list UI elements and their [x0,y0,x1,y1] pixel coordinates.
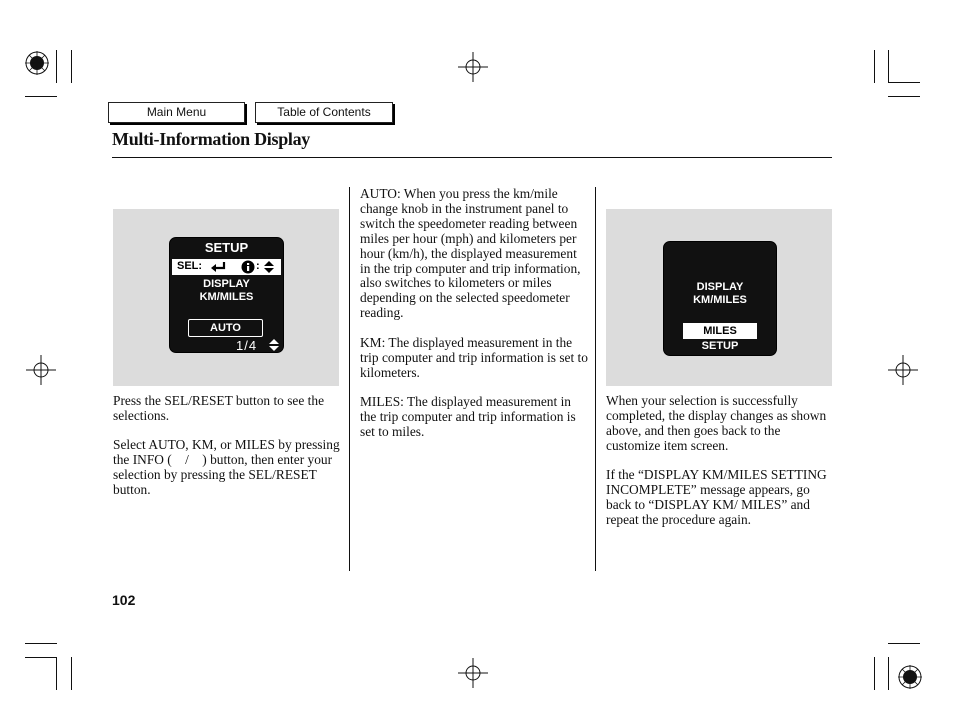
colon-separator: : [256,260,260,272]
info-icon [241,260,255,274]
setup-display-illustration [113,209,339,386]
registration-target-icon [895,662,925,692]
column-1-text [113,394,341,513]
sel-label: SEL: [177,260,203,272]
crosshair-icon [886,355,920,385]
auto-option-box: AUTO [188,319,263,337]
crosshair-icon [24,355,58,385]
paragraph: If the “DISPLAY KM/MILES SETTING INCOMPLETE” message appears, go back to “DISPLAY KM/ MILES” and repeat the procedure again. [606,467,827,527]
display-screen [663,241,777,356]
column-divider [595,187,596,571]
column-3-text [606,394,834,542]
up-down-arrows-icon [269,339,279,351]
paragraph: When your selection is successfully completed, the display changes as shown above, and then goes back to the customize item screen. [606,393,827,453]
page-number: 102 [112,592,136,608]
column-divider [349,187,350,571]
title-rule [112,157,832,158]
paragraph: Select AUTO, KM, or MILES by pressing the INFO ( / ) button, then enter your selection by pressing the SEL/RESET button. [113,437,340,498]
display-line-1: DISPLAY [203,278,250,290]
miles-selected-illustration [606,209,832,386]
page-counter: 1/4 [236,338,258,353]
column-2-text [360,187,588,454]
miles-selected-option: MILES [683,323,757,339]
paragraph: AUTO: When you press the km/mile change knob in the instrument panel to switch the speedometer reading between miles per hour (mph) and kilometers per hour (km/h), the displayed measurement in the trip computer and trip information, also switches to kilometers or miles depending on the selected speedometer reading. [360,186,581,321]
table-of-contents-button[interactable]: Table of Contents [255,102,393,123]
setup-header: SETUP [204,240,249,255]
paragraph: MILES: The displayed measurement in the trip computer and trip information is set to miles. [360,394,576,439]
up-down-arrows-icon [264,261,274,273]
enter-arrow-icon [210,261,228,273]
registration-target-icon [22,48,52,78]
setup-footer: SETUP [701,340,739,352]
crosshair-icon [456,658,490,688]
page-title: Multi-Information Display [112,129,311,149]
display-line-2: KM/MILES [199,291,254,303]
paragraph: KM: The displayed measurement in the trip computer and trip information is set to kilometers. [360,334,588,380]
paragraph: Press the SEL/RESET button to see the selections. [113,393,325,423]
display-line-1: DISPLAY [696,281,744,293]
display-screen [169,237,284,353]
crosshair-icon [456,52,490,82]
main-menu-button[interactable]: Main Menu [108,102,245,123]
display-line-2: KM/MILES [693,294,747,306]
sel-bar [172,259,281,275]
